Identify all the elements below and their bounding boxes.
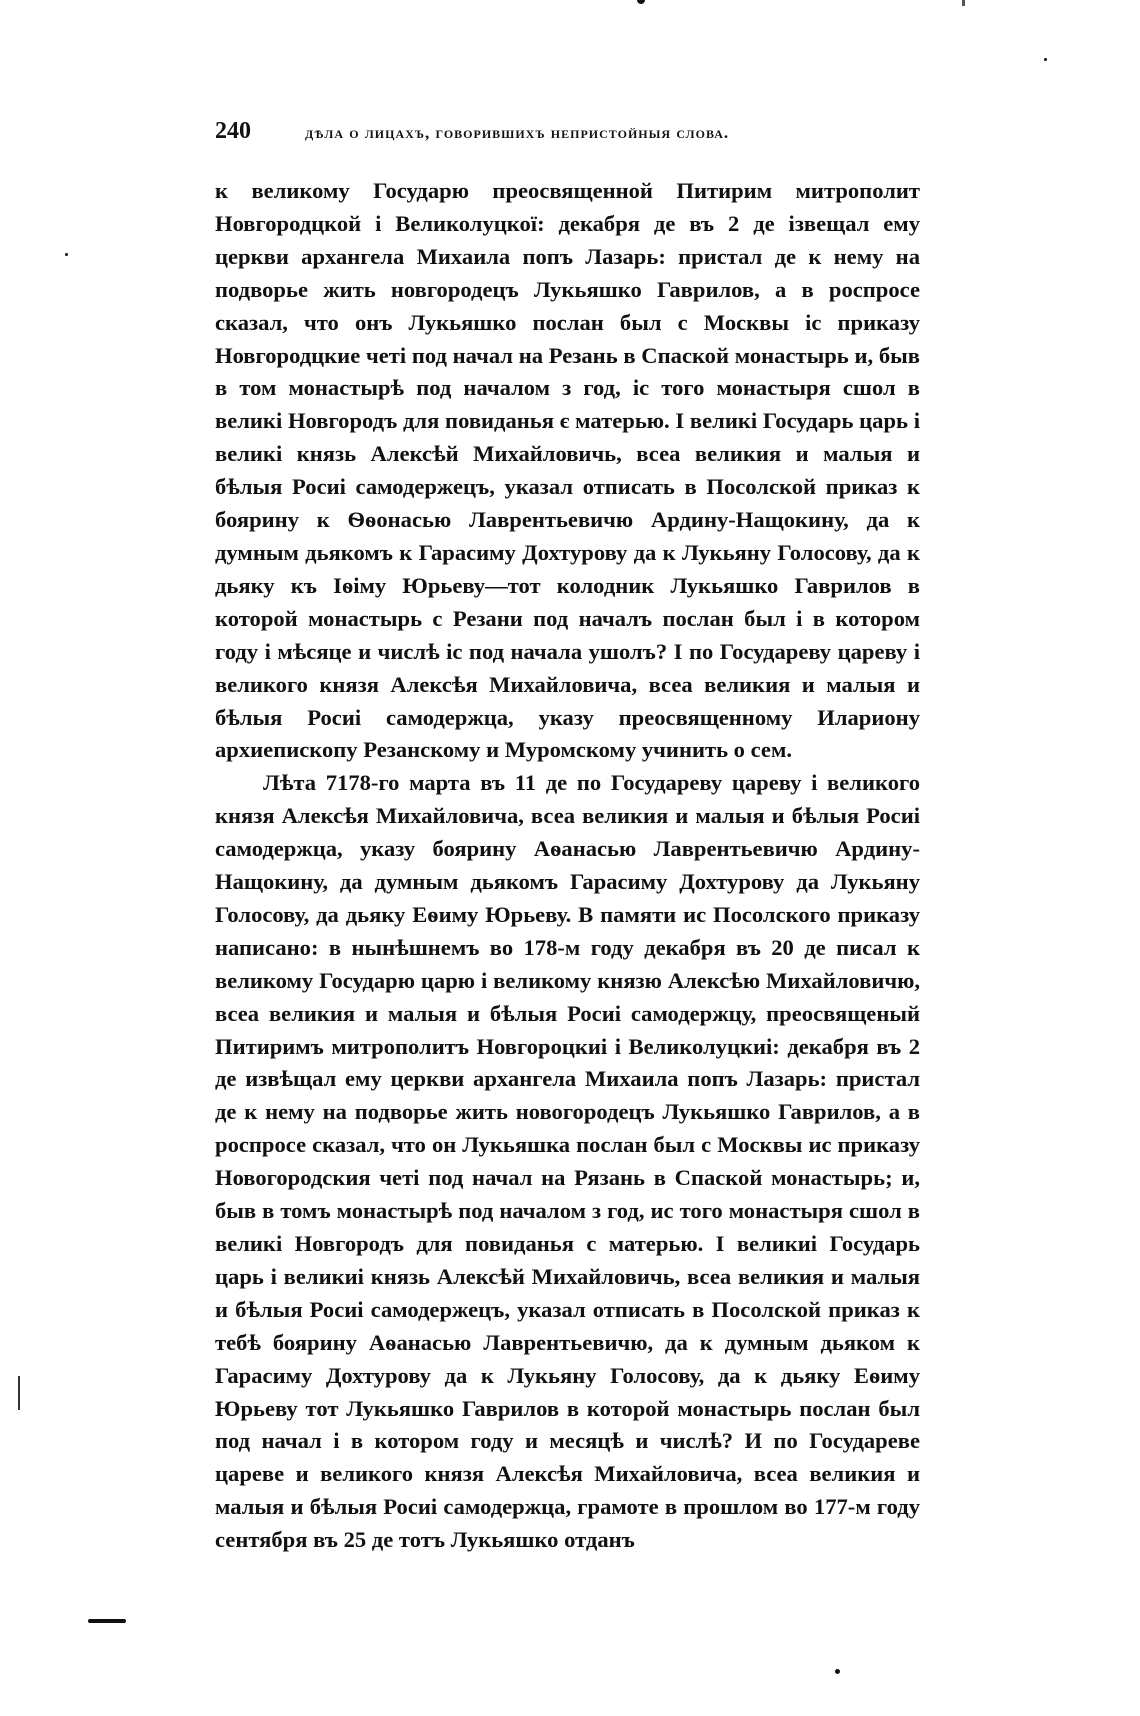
- scan-artifact-top-right: [962, 0, 965, 6]
- paragraph-1: к великому Государю преосвященной Питирим митрополит Новгородцкой і Великолуцкої: декабря де въ 2 де ізвещал ему церкви архангела Михаила попъ Лазарь: пристал де к нему на подворье жить новгородецъ Лукьяшко Гаврилов, а в роспросе сказал, что онъ Лукьяшко послан был с Москвы іс приказу Новгородцкие четі под начал на Резань в Спаской монастырь и, быв в том монастырѣ под началом з год, іс того монастыря сшол в великі Новгородъ для повиданья є матерью. І великі Государь царь і великі князь Алексѣй Михайловичь, всеа великия и малыя и бѣлыя Росиі самодержецъ, указал отписать в Посолской приказ к боярину к Ѳѳонасью Лаврентьевичю Ардину-Нащокину, да к думным дьякомъ к Гарасиму Дохтурову да к Лукьяну Голосову, да к дьяку къ Іѳіму Юрьеву—тот колодник Лукьяшко Гаврилов в которой монастырь с Резани под началъ послан был і в котором году і мѣсяце и числѣ іс под начала ушолъ? І по Государеву цареву і великого князя Алексѣя Михайловича, всеа великия и малыя и бѣлыя Росиі самодержца, указу преосвященному Илариону архиепископу Резанскому и Муромскому учинить о сем.: [215, 178, 920, 763]
- scan-margin-line: [18, 1376, 20, 1410]
- scan-speck: [835, 1669, 840, 1674]
- scan-artifact-top: [637, 0, 645, 4]
- page-number: 240: [215, 118, 251, 144]
- page-header: [215, 118, 920, 158]
- running-title: дѣла о лицахъ, говорившихъ непристойныя слова.: [305, 123, 730, 142]
- scan-speck: [65, 253, 68, 256]
- body-text: [215, 175, 920, 1557]
- scan-margin-dash: [88, 1619, 126, 1623]
- paragraph-2: Лѣта 7178-го марта въ 11 де по Государеву цареву і великого князя Алексѣя Михайловича, всеа великия и малыя и бѣлыя Росиі самодержца, указу боярину Аѳанасью Лаврентьевичю Ардину-Нащокину, да думным дьякомъ Гарасиму Дохтурову да Лукьяну Голосову, да дьяку Еѳиму Юрьеву. В памяти ис Посолского приказу написано: в нынѣшнемъ во 178-м году декабря въ 20 де писал к великому Государю царю і великому князю Алексѣю Михайловичю, всеа великия и малыя и бѣлыя Росиі самодержцу, преосвященый Питиримъ митрополитъ Новгороцкиі і Великолуцкиі: декабря въ 2 де извѣщал ему церкви архангела Михаила попъ Лазарь: пристал де к нему на подворье жить новогородецъ Лукьяшко Гаврилов, а в роспросе сказал, что он Лукьяшка послан был с Москвы ис приказу Новогородския четі под начал на Рязань в Спаской монастырь; и, быв в томъ монастырѣ под началом з год, ис того монастыря сшол в великі Новгородъ для повиданья с матерью. І великиі Государь царь і великиі князь Алексѣй Михайловичь, всеа великия и малыя и бѣлыя Росиі самодержецъ, указал отписать в Посолской приказ к тебѣ боярину Аѳанасью Лаврентьевичю, да к думным дьяком к Гарасиму Дохтурову да к Лукьяну Голосову, да к дьяку Еѳиму Юрьеву тот Лукьяшко Гаврилов в которой монастырь послан был под начал і в котором году и месяцѣ и числѣ? И по Государеве цареве и великого князя Алексѣя Михайловича, всеа великия и малыя и бѣлыя Росиі самодержца, грамоте в прошлом во 177-м году сентября въ 25 де тотъ Лукьяшко отданъ: [215, 770, 920, 1553]
- scan-speck: [1044, 58, 1047, 61]
